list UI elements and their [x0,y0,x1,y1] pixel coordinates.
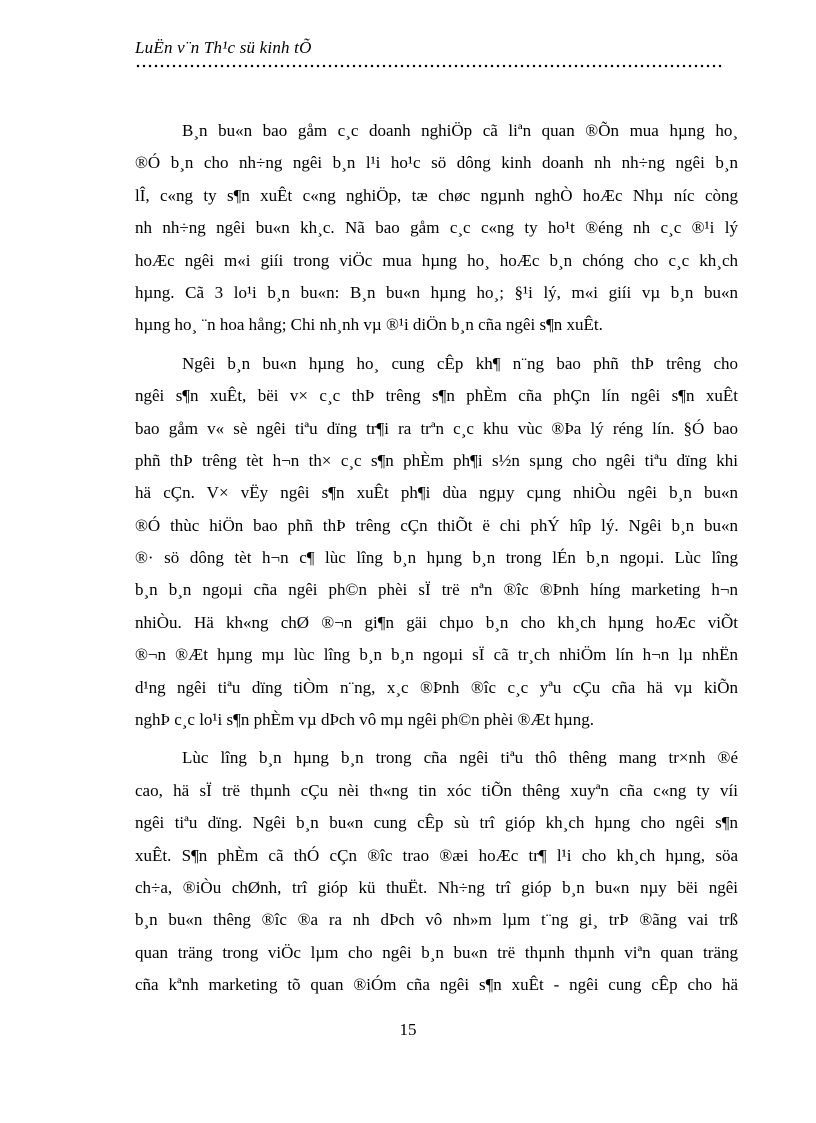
text-line: ®Ó b¸n cho nh÷ng ngêi b¸n l¹i ho¹c sö dông kinh doanh nh nh÷ng ngêi b¸n [135,153,738,173]
text-line: hä cÇn. V× vËy ngêi s¶n xuÊt ph¶i dùa ngµy cµng nhiÒu ngêi b¸n bu«n [135,483,738,503]
text-line: b¸n bu«n thêng ®îc ®a ra nh dÞch vô nh»m lµm t¨ng gi¸ trÞ ®ãng vai trß [135,910,738,930]
running-header [135,38,725,68]
text-line: nhiÒu. Hä kh«ng chØ ®¬n gi¶n gäi chµo b¸n cho kh¸ch hµng hoÆc viÕt [135,612,738,632]
text-line: d¹ng ngêi tiªu dïng tiÒm n¨ng, x¸c ®Þnh ®îc c¸c yªu cÇu cña hä vµ kiÕn [135,677,738,697]
text-line: ch÷a, ®iÒu chØnh, trî gióp kü thuËt. Nh÷ng trî gióp b¸n bu«n nµy bëi ngêi [135,877,738,897]
text-line: xuÊt. S¶n phÈm cã thÓ cÇn ®îc trao ®æi hoÆc tr¶ l¹i cho kh¸ch hµng, söa [135,845,738,865]
text-line: quan träng trong viÖc lµm cho ngêi b¸n bu«n trë thµnh thµnh viªn quan träng [135,942,738,962]
text-line: nghÞ c¸c lo¹i s¶n phÈm vµ dÞch vô mµ ngêi ph©n phèi ®Æt hµng. [135,710,594,730]
text-line: lÎ, c«ng ty s¶n xuÊt c«ng nghiÖp, tæ chøc ngµnh nghÒ hoÆc Nhµ níc còng [135,185,738,205]
text-line: ®Ó thùc hiÖn bao phñ thÞ trêng cÇn thiÕt ë chi phÝ hîp lý. Ngêi b¸n bu«n [135,515,738,535]
text-line: cao, hä sÏ trë thµnh cÇu nèi th«ng tin xóc tiÕn thêng xuyªn cña c«ng ty víi [135,780,738,800]
header-title: LuËn v¨n Th¹c sü kinh tÕ [135,38,312,57]
text-line: Ngêi b¸n bu«n hµng ho¸ cung cÊp kh¶ n¨ng bao phñ thÞ trêng cho [182,353,738,373]
text-line: hµng ho¸ ¨n hoa hång; Chi nh¸nh vµ ®¹i diÖn b¸n cña ngêi s¶n xuÊt. [135,315,603,335]
text-line: hoÆc ngêi m«i giíi trong viÖc mua hµng ho¸ hoÆc b¸n chóng cho c¸c kh¸ch [135,250,738,270]
text-line: bao gåm v« sè ngêi tiªu dïng tr¶i ra trªn c¸c khu vùc ®Þa lý réng lín. §Ó bao [135,418,738,438]
text-line: B¸n bu«n bao gåm c¸c doanh nghiÖp cã liªn quan ®Õn mua hµng ho¸ [182,121,738,140]
paragraph-1 [135,115,738,342]
text-line: hµng. Cã 3 lo¹i b¸n bu«n: B¸n bu«n hµng ho¸; §¹i lý, m«i giíi vµ b¸n bu«n [135,282,738,302]
text-line: ®¬n ®Æt hµng mµ lùc lîng b¸n b¸n ngoµi sÏ cã tr¸ch nhiÖm lín h¬n lµ nhËn [135,645,738,665]
text-line: phñ thÞ trêng tèt h¬n th× c¸c s¶n phÈm ph¶i s½n sµng cho ngêi tiªu dïng khi [135,450,738,470]
text-line: ngêi tiªu dïng. Ngêi b¸n bu«n cung cÊp sù trî gióp kh¸ch hµng cho ngêi s¶n [135,813,738,833]
text-line: ngêi s¶n xuÊt, bëi v× c¸c thÞ trêng s¶n phÈm cña phÇn lín ngêi s¶n xuÊt [135,386,738,406]
paragraph-2 [135,348,738,737]
document-body [135,115,738,1008]
text-line: ®· sö dông tèt h¬n c¶ lùc lîng b¸n hµng b¸n trong lÉn b¸n ngoµi. Lùc lîng [135,548,738,568]
paragraph-3 [135,742,738,1001]
text-line: Lùc lîng b¸n hµng b¸n trong cña ngêi tiªu thô thêng mang tr×nh ®é [182,748,738,768]
text-line: cña kªnh marketing tõ quan ®iÓm cña ngêi s¶n xuÊt - ngêi cung cÊp cho hä [135,975,738,995]
text-line: nh nh÷ng ngêi bu«n kh¸c. Nã bao gåm c¸c c«ng ty ho¹t ®éng nh c¸c ®¹i lý [135,218,738,238]
text-line: b¸n b¸n ngoµi cña ngêi ph©n phèi sÏ trë nªn ®îc ®Þnh híng marketing h¬n [135,580,738,600]
header-dotted-rule [135,64,725,68]
page-number: 15 [399,1020,417,1039]
